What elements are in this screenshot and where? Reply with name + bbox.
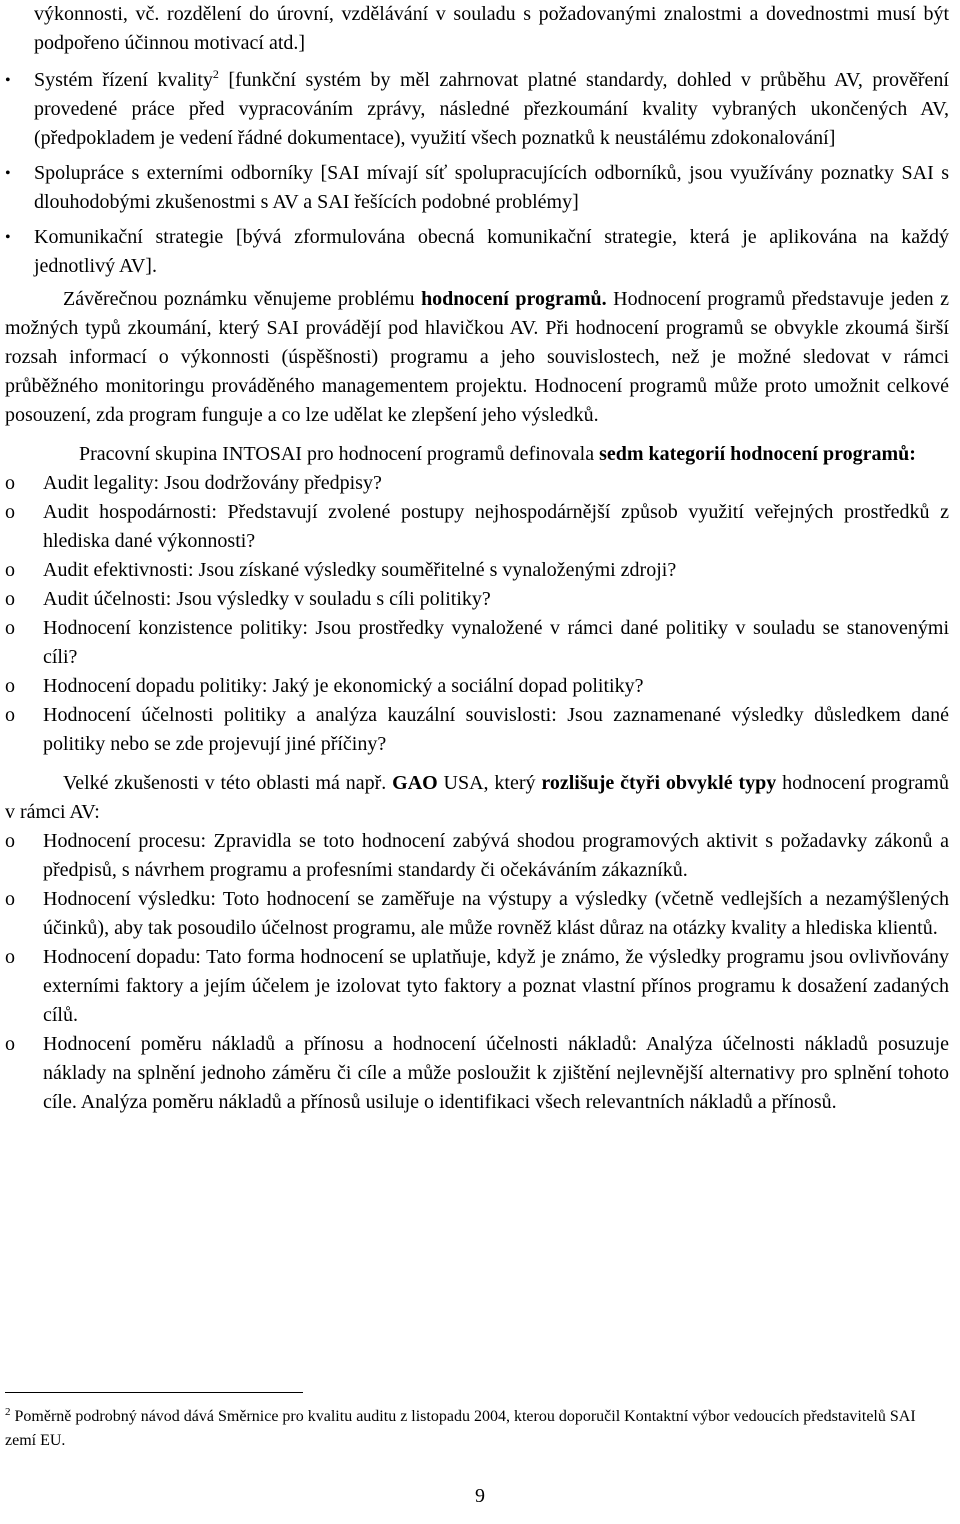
footnote-ref[interactable]: 2: [212, 67, 219, 81]
bullet-quality-system: • Systém řízení kvality$^2$ [funkční systém by měl zahrnovat platné standardy, dohled v průběhu AV, prověření provedené práce před vypracováním zprávy, následné přezkoumání kvality vybraných ukončených AV, (předpokladem je vedení řádné dokumentace), využití všech poznatků k neustálému zdokonalování]: [5, 67, 949, 149]
footnote-text: Poměrně podrobný návod dává Směrnice pro kvalitu auditu z listopadu 2004, kterou doporučil Kontaktní výbor vedoucích představitelů SAI zemí EU.: [5, 1408, 916, 1449]
gao-type-list: [5, 827, 949, 1117]
footnote: [5, 1405, 949, 1453]
list-item: o Audit legality: Jsou dodržovány předpisy?: [5, 472, 382, 494]
list-item: o Audit účelnosti: Jsou výsledky v souladu s cíli politiky?: [5, 588, 491, 610]
bullet-marker: •: [5, 72, 11, 89]
list-item: o Hodnocení dopadu: Tato forma hodnocení se uplatňuje, když je známo, že výsledky programu jsou ovlivňovány externími faktory a jejím účelem je izolovat tyto faktory a poznat vlastní přínos programu k dosažení zadaných cílů.: [5, 946, 949, 1026]
paragraph-intosai: Pracovní skupina INTOSAI pro hodnocení programů definovala sedm kategorií hodnocení programů:: [79, 443, 916, 465]
bullet-communication-strategy: • Komunikační strategie [bývá zformulována obecná komunikační strategie, která je aplikována na každý jednotlivý AV].: [5, 223, 949, 281]
list-item: o Audit efektivnosti: Jsou získané výsledky souměřitelné s vynaloženými zdroji?: [5, 559, 677, 581]
bullet-external-experts: • Spolupráce s externími odborníky [SAI mívají síť spolupracujících odborníků, jsou využívány poznatky SAI s dlouhodobými zkušenostmi s AV a SAI řešících podobné problémy]: [5, 159, 949, 217]
paragraph-gao: Velké zkušenosti v této oblasti má např. GAO USA, který rozlišuje čtyři obvyklé typy hodnocení programů v rámci AV:: [5, 772, 949, 823]
footnote-separator: [5, 1392, 303, 1393]
document-page: [5, 0, 949, 1117]
bullet-marker: •: [5, 229, 11, 246]
bullet-marker: •: [5, 165, 11, 182]
paragraph-program-evaluation: Závěrečnou poznámku věnujeme problému hodnocení programů. Hodnocení programů představuje jeden z možných typů zkoumání, který SAI provádějí pod hlavičkou AV. Při hodnocení programů se obvykle zkoumá širší rozsah informací o výkonnosti (úspěšnosti) programu a jeho souvislostech, než je možné sledovat v rámci průběžného monitoringu prováděného managementem projektu. Hodnocení programů může proto umožnit celkové posouzení, zda program funguje a co lze udělat ke zlepšení jeho výsledků.: [5, 288, 949, 426]
page-number: 9: [475, 1485, 485, 1507]
top-fragment: výkonnosti, vč. rozdělení do úrovní, vzdělávání v souladu s požadovanými znalostmi a dovednostmi musí být podpořeno účinnou motivací atd.]: [34, 3, 949, 54]
list-item: o Hodnocení výsledku: Toto hodnocení se zaměřuje na výstupy a výsledky (včetně vedlejších a nezamýšlených účinků), aby tak posoudilo účelnost programu, ale může rovněž klást důraz na otázky kvality a hlediska klientů.: [5, 888, 949, 939]
list-item: o Hodnocení poměru nákladů a přínosu a hodnocení účelnosti nákladů: Analýza účelnosti nákladů posuzuje náklady na splnění jednoho záměru či cíle a může posloužit k zjištění nejlevnější alternativy pro splnění tohoto cíle. Analýza poměru nákladů a přínosů usiluje o identifikaci všech relevantních nákladů a přínosů.: [5, 1033, 949, 1113]
list-item: o Audit hospodárnosti: Představují zvolené postupy nejhospodárnější způsob využití veřejných prostředků z hlediska dané výkonnosti?: [5, 501, 949, 552]
list-item: o Hodnocení procesu: Zpravidla se toto hodnocení zabývá shodou programových aktivit s požadavky zákonů a předpisů, s návrhem programu a profesními standardy či očekáváním zákazníků.: [5, 830, 949, 881]
intosai-category-list: [5, 469, 949, 759]
footnote-number: 2: [5, 1406, 11, 1418]
list-item: o Hodnocení dopadu politiky: Jaký je ekonomický a sociální dopad politiky?: [5, 675, 644, 697]
list-item: o Hodnocení konzistence politiky: Jsou prostředky vynaložené v rámci dané politiky v souladu se stanovenými cíli?: [5, 617, 949, 668]
list-item: o Hodnocení účelnosti politiky a analýza kauzální souvislosti: Jsou zaznamenané výsledky důsledkem dané politiky nebo se zde projevují jiné příčiny?: [5, 704, 949, 755]
